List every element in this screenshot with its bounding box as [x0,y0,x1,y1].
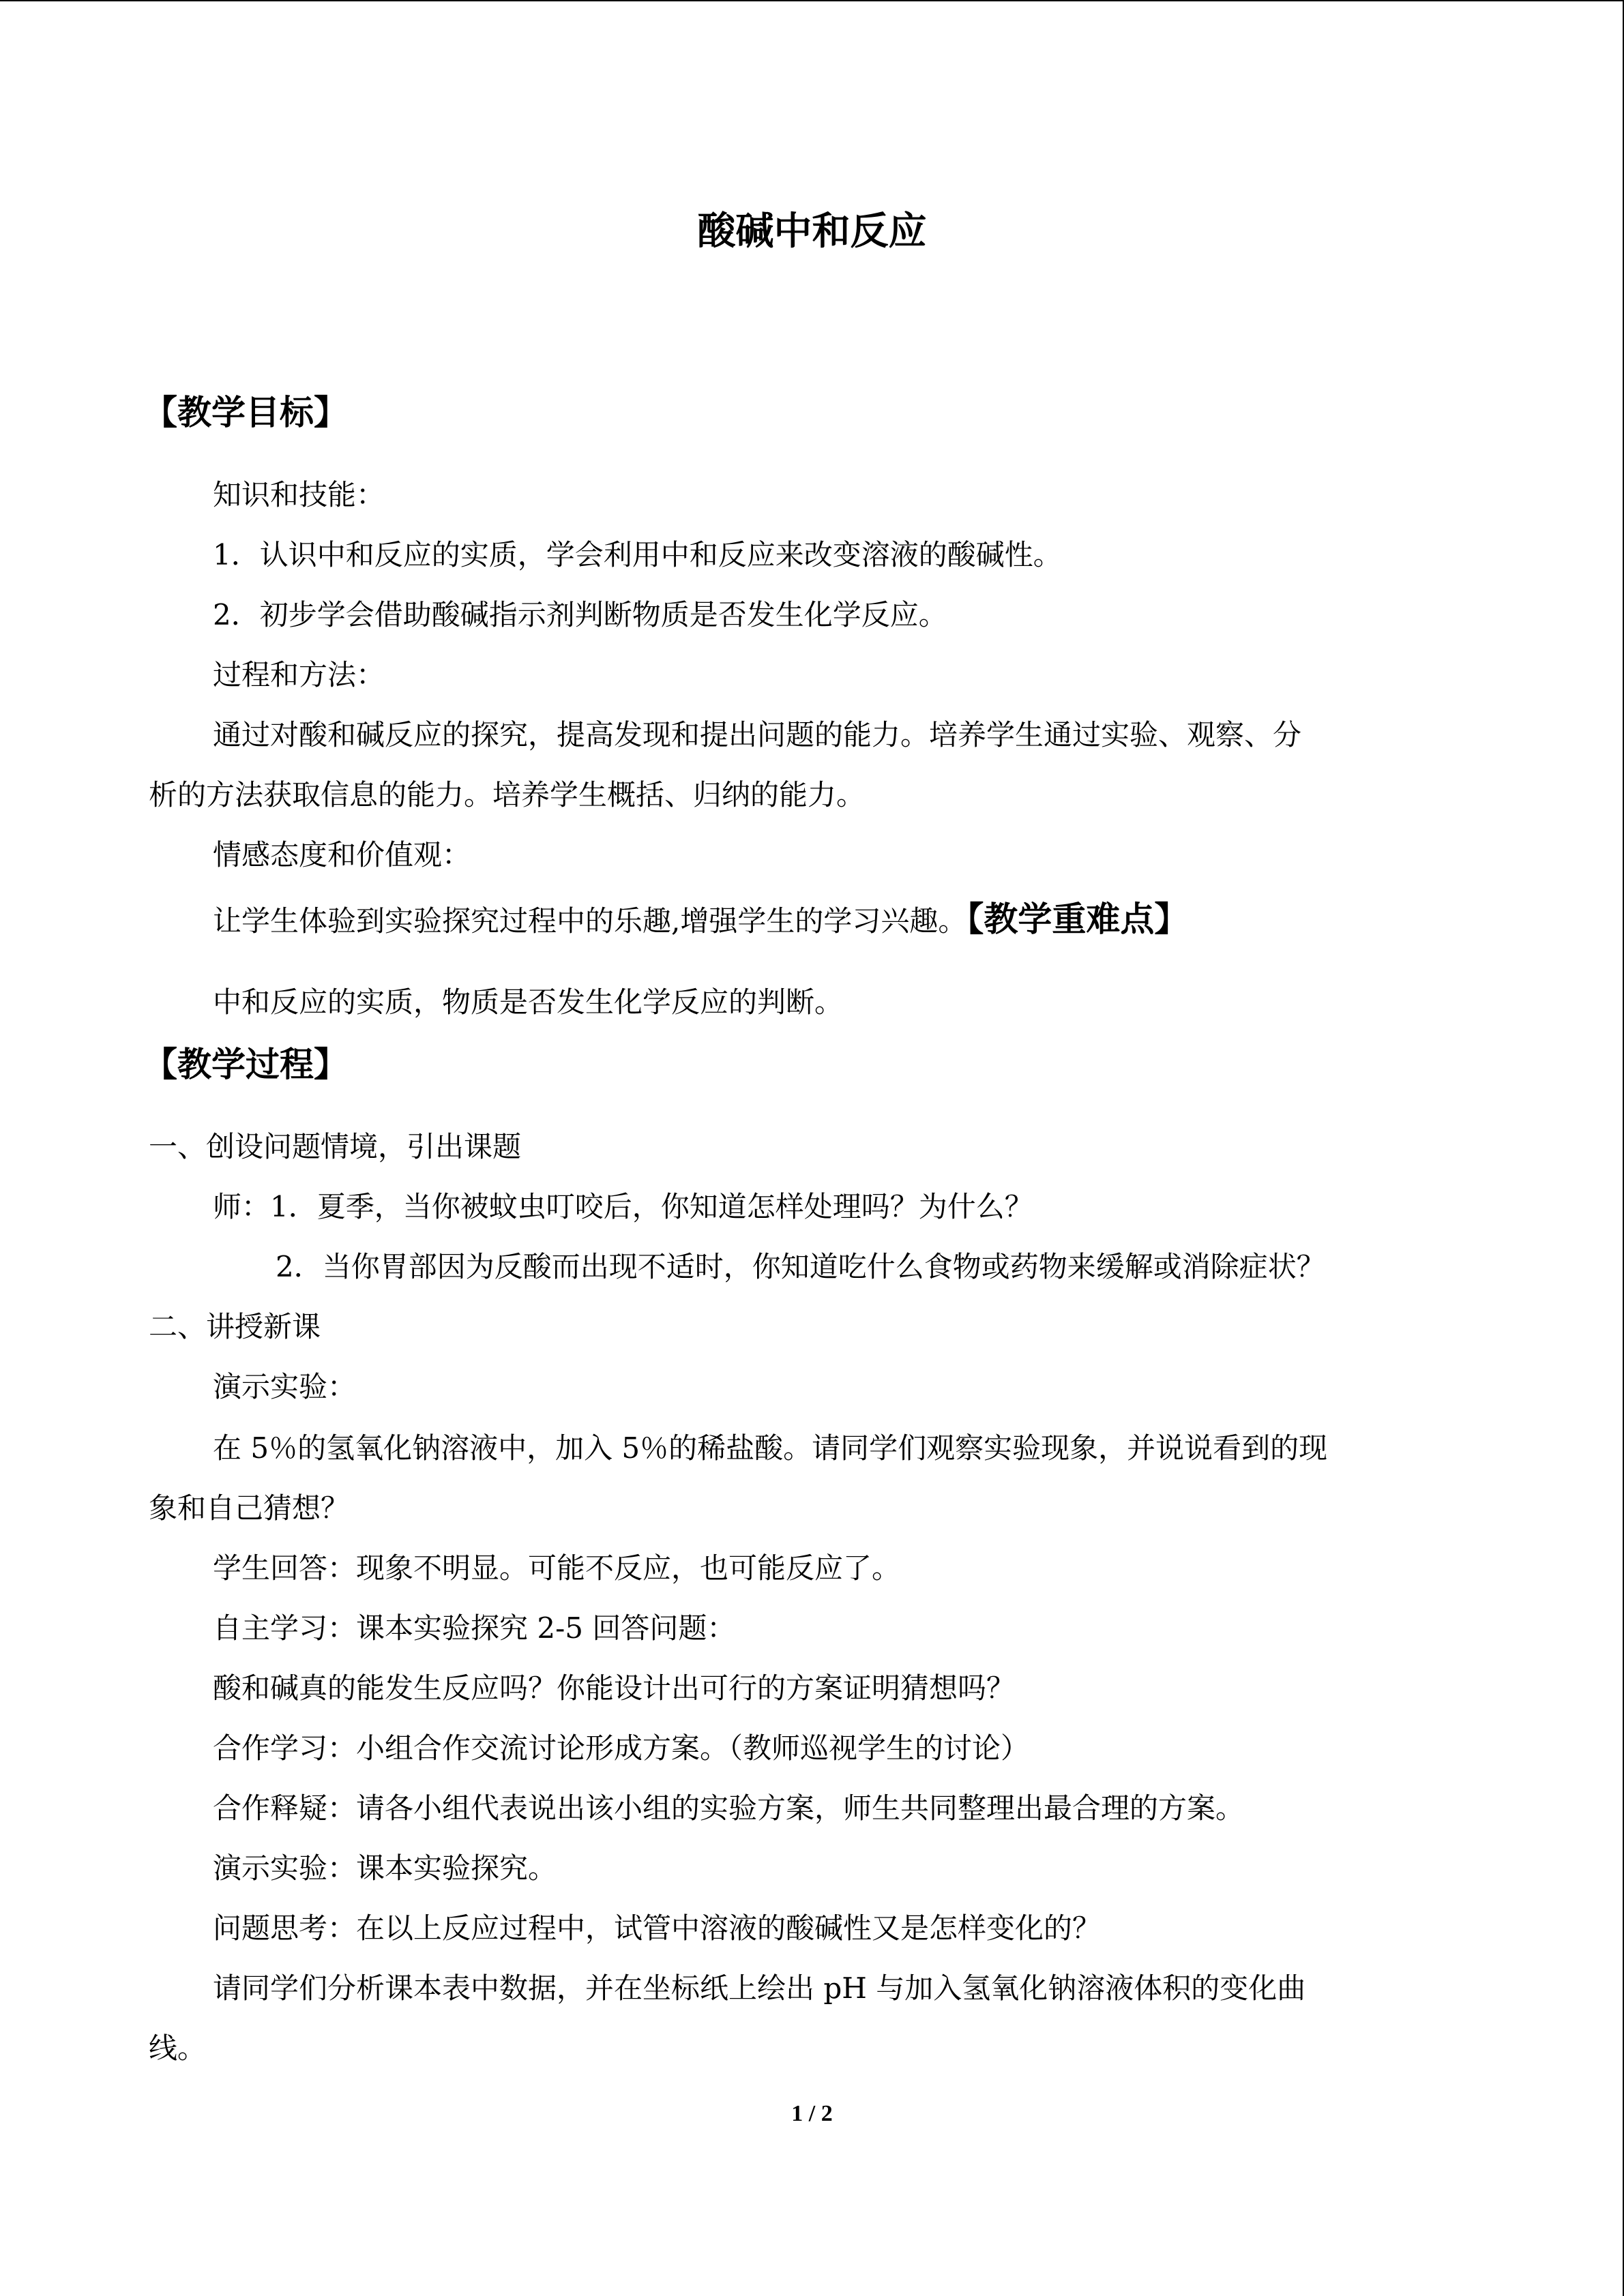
analysis-text-line-2: 线。 [149,2031,207,2065]
coop-learning: 合作学习：小组合作交流讨论形成方案。（教师巡视学生的讨论） [213,1731,1030,1765]
knowledge-item-2: 2．初步学会借助酸碱指示剂判断物质是否发生化学反应。 [213,598,947,631]
process-text-line-1: 通过对酸和碱反应的探究，提高发现和提出问题的能力。培养学生通过实验、观察、分 [213,718,1302,751]
process-label: 过程和方法： [213,658,385,691]
coop-discussion: 合作释疑：请各小组代表说出该小组的实验方案，师生共同整理出最合理的方案。 [213,1791,1245,1825]
keypoints-text: 中和反应的实质，物质是否发生化学反应的判断。 [213,985,844,1019]
attitude-line [213,899,1188,942]
student-answer: 学生回答：现象不明显。可能不反应，也可能反应了。 [213,1551,901,1585]
demo-text-line-1: 在 5％的氢氧化钠溶液中，加入 5％的稀盐酸。请同学们观察实验现象，并说说看到的现 [213,1431,1328,1465]
question-thinking: 问题思考：在以上反应过程中，试管中溶液的酸碱性又是怎样变化的？ [213,1911,1102,1945]
attitude-label: 情感态度和价值观： [213,838,471,871]
knowledge-label: 知识和技能： [213,478,385,511]
part1-question-2: 2．当你胃部因为反酸而出现不适时，你知道吃什么食物或药物来缓解或消除症状？ [276,1250,1325,1283]
part1-title: 一、创设问题情境，引出课题 [149,1130,522,1163]
demo-text-line-2: 象和自己猜想？ [149,1491,350,1525]
page-number: 1 / 2 [791,2101,833,2126]
demo-experiment: 演示实验：课本实验探究。 [213,1851,557,1885]
process-heading: 【教学过程】 [143,1045,348,1084]
keypoints-heading: 【教学重难点】 [966,899,1189,939]
analysis-text-line-1: 请同学们分析课本表中数据，并在坐标纸上绘出 pH 与加入氢氧化钠溶液体积的变化曲 [213,1971,1306,2005]
self-study: 自主学习：课本实验探究 2-5 回答问题： [213,1611,736,1645]
demo-label: 演示实验： [213,1370,357,1403]
part2-title: 二、讲授新课 [149,1310,321,1343]
attitude-text: 让学生体验到实验探究过程中的乐趣,增强学生的学习兴趣。 [213,904,967,938]
part1-question-1: 师：1．夏季，当你被蚊虫叮咬后，你知道怎样处理吗？为什么？ [213,1190,1033,1223]
document-title: 酸碱中和反应 [697,209,927,254]
knowledge-item-1: 1．认识中和反应的实质，学会利用中和反应来改变溶液的酸碱性。 [213,538,1062,571]
page-top-border [0,0,1623,1]
objectives-heading: 【教学目标】 [143,393,348,432]
process-text-line-2: 析的方法获取信息的能力。培养学生概括、归纳的能力。 [149,778,866,811]
question-acid-base: 酸和碱真的能发生反应吗？你能设计出可行的方案证明猜想吗？ [213,1671,1016,1705]
